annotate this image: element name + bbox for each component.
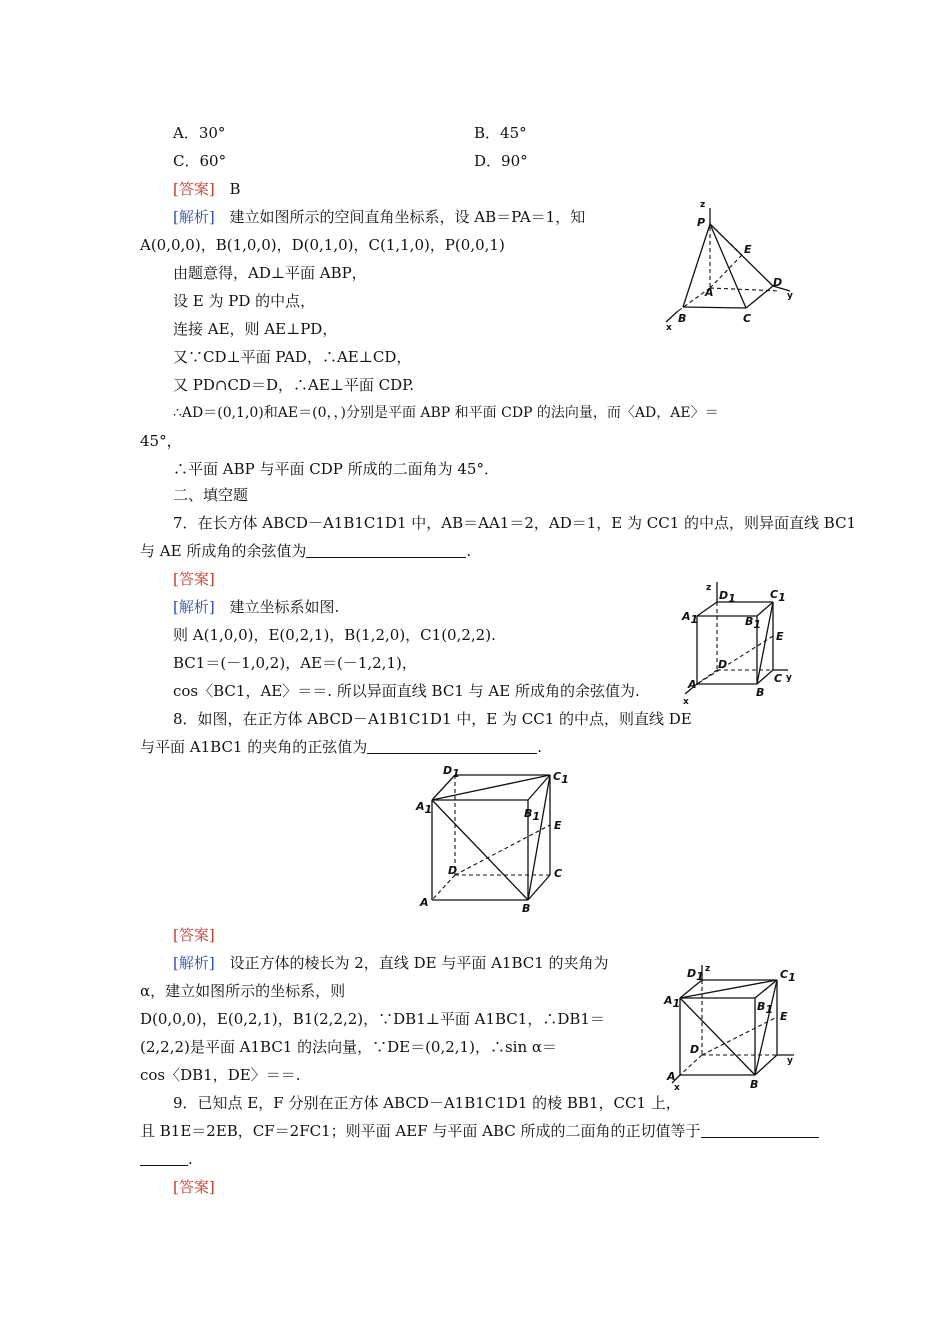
- analysis-text: 建立如图所示的空间直角坐标系，设 AB＝PA＝1，知: [229, 208, 586, 226]
- answer-blank-cont: [140, 1151, 188, 1166]
- q8-line1: 8．如图，在正方体 ABCD－A1B1C1D1 中，E 为 CC1 的中点，则直线 DE: [173, 710, 692, 728]
- label-z: z: [700, 200, 706, 210]
- label-b1: B1: [745, 615, 762, 631]
- analysis-tag: [解析]: [173, 598, 215, 616]
- label-c: C: [554, 867, 563, 880]
- q6-analysis-l10: ∴平面 ABP 与平面 CDP 所成的二面角为 45°．: [173, 460, 499, 478]
- label-c: C: [774, 672, 783, 685]
- label-e: E: [780, 1010, 788, 1023]
- label-y: y: [787, 1056, 793, 1066]
- q9-answer-tag: [答案]: [173, 1178, 215, 1196]
- q7-analysis-l2: 则 A(1,0,0)，E(0,2,1)，B(1,2,0)，C1(0,2,2).: [173, 626, 496, 644]
- q7-answer-tag: [答案]: [173, 570, 215, 588]
- q6-analysis-l4: 设 E 为 PD 的中点，: [173, 292, 316, 310]
- q8-line2-text: 与平面 A1BC1 的夹角的正弦值为: [140, 738, 368, 756]
- label-a: A: [420, 896, 429, 909]
- label-c1: C1: [780, 968, 796, 984]
- analysis-tag: [解析]: [173, 208, 215, 226]
- q8-analysis-l5: cos〈DB1，DE〉＝＝.: [140, 1066, 301, 1084]
- label-x: x: [674, 1083, 680, 1093]
- answer-blank: [701, 1123, 819, 1138]
- q8-analysis-l4: (2,2,2)是平面 A1BC1 的法向量，∵DE＝(0,2,1)，∴sin α＝: [140, 1038, 558, 1056]
- label-d1: D1: [443, 764, 460, 780]
- label-z: z: [706, 583, 712, 593]
- q6-analysis-l9: 45°，: [140, 432, 182, 450]
- label-c: C: [743, 312, 752, 325]
- answer-tag: [答案]: [173, 180, 215, 198]
- q7-line2-text: 与 AE 所成角的余弦值为: [140, 542, 307, 560]
- q9-line2: [140, 1121, 819, 1141]
- label-d: D: [718, 658, 728, 671]
- option-a: A．30°: [173, 124, 226, 142]
- q7-analysis-l3: BC1＝(－1,0,2)，AE＝(－1,2,1)，: [173, 654, 417, 672]
- label-b1: B1: [524, 807, 541, 823]
- label-b: B: [750, 1078, 759, 1091]
- cuboid-figure: [680, 580, 800, 710]
- label-p: P: [697, 216, 706, 229]
- q8-analysis-l2: α，建立如图所示的坐标系，则: [140, 982, 346, 1000]
- label-c1: C1: [770, 588, 786, 604]
- label-a: A: [705, 286, 714, 299]
- pyramid-figure: [660, 198, 810, 333]
- label-a1: A1: [416, 800, 433, 816]
- label-z: z: [705, 964, 711, 974]
- q7-analysis-l1: [173, 597, 339, 617]
- option-c: C．60°: [173, 152, 227, 170]
- option-b: B．45°: [474, 124, 527, 142]
- q6-analysis-l3: 由题意得，AD⊥平面 ABP，: [173, 264, 367, 282]
- label-x: x: [666, 323, 672, 333]
- label-b: B: [522, 902, 531, 915]
- q9-line3: .: [140, 1149, 193, 1169]
- label-b: B: [756, 686, 765, 699]
- label-d1: D1: [719, 589, 736, 605]
- label-x: x: [683, 697, 689, 707]
- q6-analysis-l2: A(0,0,0)，B(1,0,0)，D(0,1,0)，C(1,1,0)，P(0,0,1): [140, 236, 505, 254]
- cube-figure: [410, 765, 580, 915]
- q8-analysis-l1: [173, 953, 609, 973]
- cube-axes-figure: [662, 960, 812, 1095]
- q6-analysis-l6: 又∵CD⊥平面 PAD，∴AE⊥CD，: [173, 348, 412, 366]
- q8-analysis-l3: D(0,0,0)，E(0,2,1)，B1(2,2,2)，∵DB1⊥平面 A1BC1，∴DB1＝: [140, 1010, 605, 1028]
- label-e: E: [744, 243, 752, 256]
- label-d: D: [690, 1043, 700, 1056]
- answer-value: B: [229, 180, 241, 198]
- label-c1: C1: [553, 770, 569, 786]
- label-b1: B1: [757, 1000, 774, 1016]
- answer-blank: [306, 543, 466, 558]
- q9-line1: 9．已知点 E，F 分别在正方体 ABCD－A1B1C1D1 的棱 BB1，CC1 上，: [173, 1094, 681, 1112]
- section-title: 二、填空题: [173, 486, 249, 504]
- option-d: D．90°: [474, 152, 528, 170]
- q8-line2: 与平面 A1BC1 的夹角的正弦值为 .: [140, 738, 543, 756]
- label-a: A: [688, 678, 697, 691]
- q9-line2-text: 且 B1E＝2EB，CF＝2FC1；则平面 AEF 与平面 ABC 所成的二面角的正切值等于: [140, 1122, 701, 1140]
- label-y: y: [786, 673, 792, 683]
- analysis-text: 设正方体的棱长为 2，直线 DE 与平面 A1BC1 的夹角为: [229, 954, 609, 972]
- label-d: D: [448, 864, 458, 877]
- q6-analysis-l5: 连接 AE，则 AE⊥PD，: [173, 320, 338, 338]
- analysis-tag: [解析]: [173, 954, 215, 972]
- q6-analysis-l8: ∴AD＝(0,1,0)和AE＝(0，，)分别是平面 ABP 和平面 CDP 的法向量，而〈AD，AE〉＝: [173, 405, 719, 421]
- label-e: E: [554, 819, 562, 832]
- q7-line2: 与 AE 所成角的余弦值为 .: [140, 542, 472, 560]
- q7-line1: 7．在长方体 ABCD－A1B1C1D1 中，AB＝AA1＝2，AD＝1，E 为 CC1 的中点，则异面直线 BC1: [173, 514, 857, 532]
- q8-answer-tag: [答案]: [173, 926, 215, 944]
- q7-analysis-l4: cos〈BC1，AE〉＝＝. 所以异面直线 BC1 与 AE 所成角的余弦值为.: [173, 682, 640, 700]
- label-a1: A1: [664, 994, 681, 1010]
- q6-analysis-l7: 又 PD∩CD＝D，∴AE⊥平面 CDP.: [173, 376, 414, 394]
- q6-answer-line: [173, 179, 241, 199]
- label-e: E: [776, 630, 784, 643]
- q6-analysis-l1: [173, 207, 585, 227]
- label-a1: A1: [682, 610, 699, 626]
- label-d: D: [773, 276, 783, 289]
- label-y: y: [787, 291, 793, 301]
- label-b: B: [678, 312, 687, 325]
- analysis-text: 建立坐标系如图.: [229, 598, 340, 616]
- label-d1: D1: [687, 967, 704, 983]
- label-a: A: [667, 1070, 676, 1083]
- answer-blank: [367, 739, 537, 754]
